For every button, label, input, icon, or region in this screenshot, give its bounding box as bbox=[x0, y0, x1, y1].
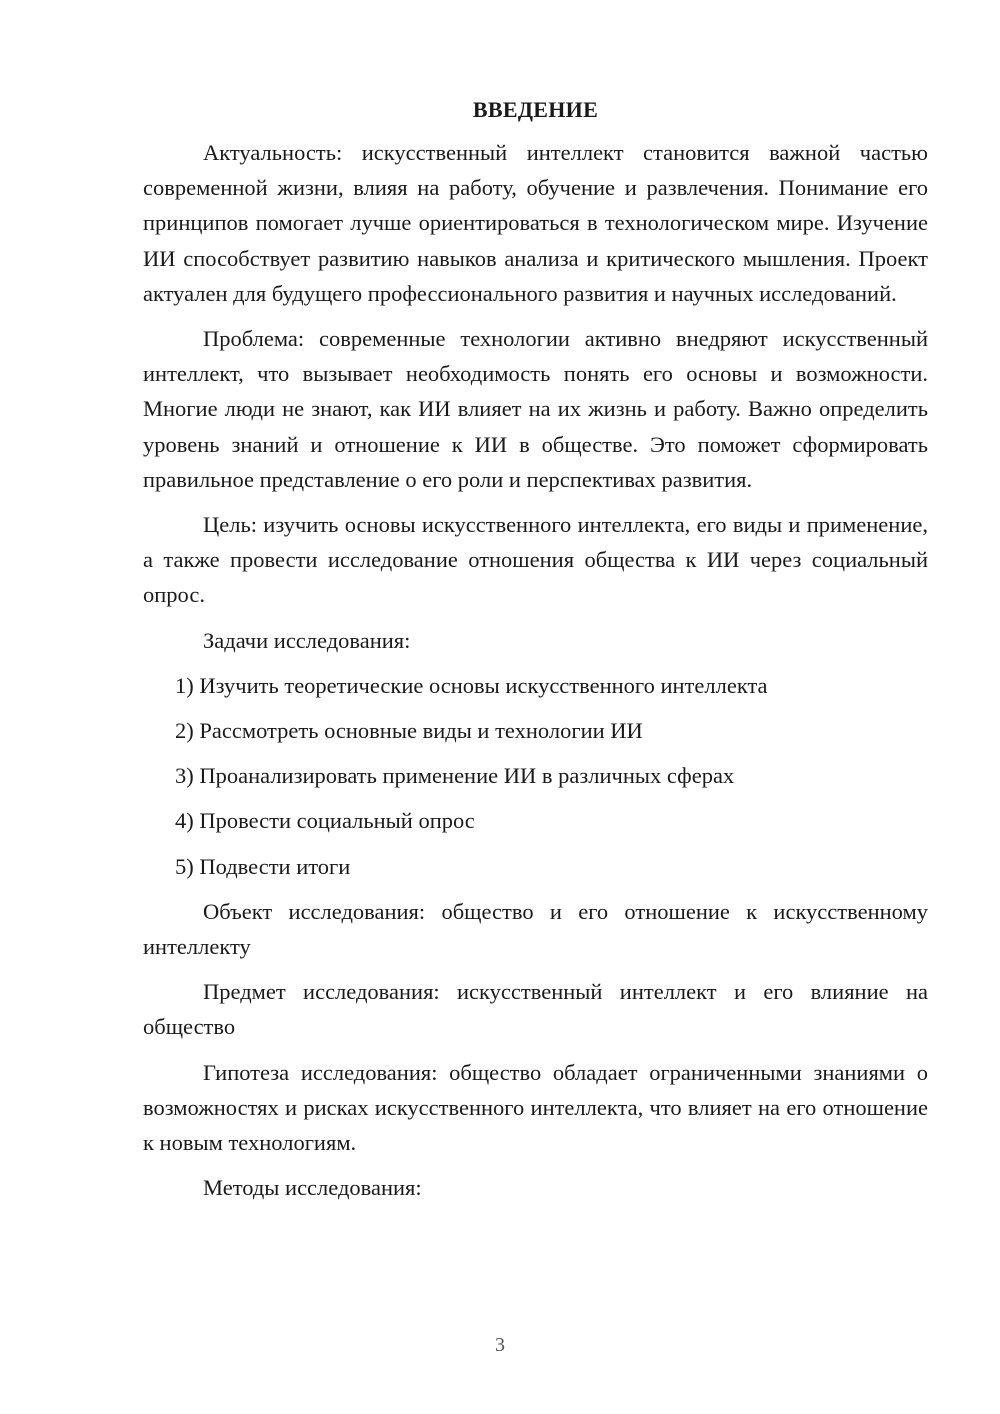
task-item: 3) Проанализировать применение ИИ в различных сферах bbox=[175, 763, 735, 789]
task-item: 1) Изучить теоретические основы искусственного интеллекта bbox=[175, 672, 768, 698]
methods-heading: Методы исследования: bbox=[203, 1175, 422, 1201]
document-page bbox=[143, 92, 928, 1205]
goal-paragraph: Цель: изучить основы искусственного интеллекта, его виды и применение, а также провести исследование отношения общества к ИИ через социальный опрос. bbox=[143, 512, 928, 608]
task-item: 4) Провести социальный опрос bbox=[175, 808, 475, 834]
tasks-heading: Задачи исследования: bbox=[203, 627, 411, 653]
task-item: 2) Рассмотреть основные виды и технологии ИИ bbox=[175, 718, 643, 744]
relevance-paragraph: Актуальность: искусственный интеллект становится важной частью современной жизни, влияя на работу, обучение и развлечения. Понимание его принципов помогает лучше ориентироваться в технологическом мире. Изучение ИИ способствует развитию навыков анализа и критического мышления. Проект актуален для будущего профессионального развития и научных исследований. bbox=[143, 140, 928, 306]
task-item: 5) Подвести итоги bbox=[175, 853, 351, 879]
object-paragraph: Объект исследования: общество и его отношение к искусственному интеллекту bbox=[143, 898, 928, 960]
hypothesis-paragraph: Гипотеза исследования: общество обладает ограниченными знаниями о возможностях и рисках искусственного интеллекта, что влияет на его отношение к новым технологиям. bbox=[143, 1059, 928, 1156]
subject-paragraph: Предмет исследования: искусственный интеллект и его влияние на общество bbox=[143, 979, 928, 1040]
tasks-list bbox=[143, 668, 928, 884]
problem-paragraph: Проблема: современные технологии активно внедряют искусственный интеллект, что вызывает необходимость понять его основы и возможности. Многие люди не знают, как ИИ влияет на их жизнь и работу. Важно определить уровень знаний и отношение к ИИ в обществе. Это поможет сформировать правильное представление о его роли и перспективах развития. bbox=[143, 326, 928, 492]
page-number: 3 bbox=[495, 1334, 505, 1356]
page-title: ВВЕДЕНИЕ bbox=[472, 97, 599, 122]
